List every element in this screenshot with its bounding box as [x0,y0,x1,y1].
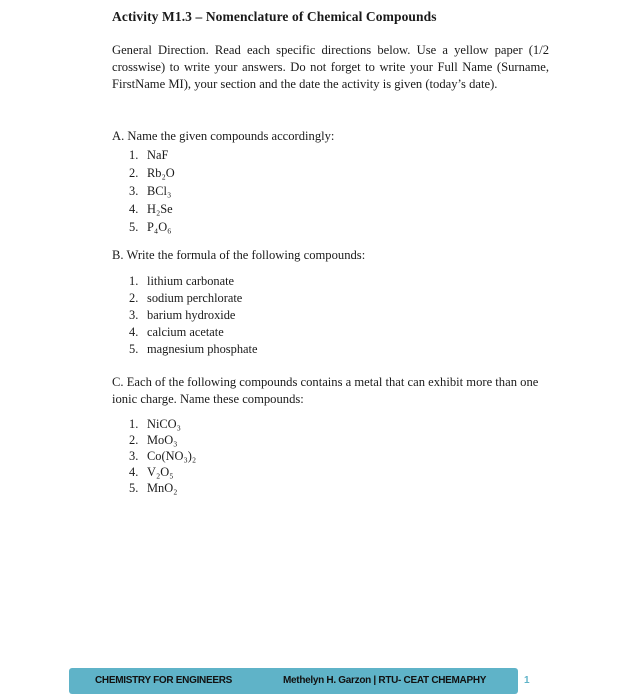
list-item [129,307,257,324]
list-item [129,146,175,164]
compound-name: sodium perchlorate [147,291,243,305]
list-item [129,324,257,341]
item-number: 4. [129,465,139,479]
compound-name: calcium acetate [147,325,224,339]
item-number: 1. [129,274,139,288]
compound-formula: Co(NO₃)₂ [147,449,197,463]
list-item [129,182,175,200]
compound-formula: NaF [147,148,169,162]
section-b-heading: B. Write the formula of the following compounds: [112,248,366,262]
section-b-list [129,273,257,358]
list-item [129,273,257,290]
item-number: 1. [129,148,139,162]
general-direction: General Direction. Read each specific directions below. Use a yellow paper (1/2 crosswise) to write your answers. Do not forget to write your Full Name (Surname, FirstName MI), your section and the date the activity is given (today’s date). [112,43,549,92]
item-number: 4. [129,202,139,216]
list-item [129,480,196,496]
compound-formula: H₂Se [147,202,173,216]
item-number: 5. [129,481,139,495]
compound-formula: BCl₃ [147,184,172,198]
compound-name: lithium carbonate [147,274,235,288]
compound-formula: MoO₃ [147,433,178,447]
list-item [129,218,175,236]
list-item [129,200,175,218]
section-c-heading: C. Each of the following compounds contains a metal that can exhibit more than one ionic charge. Name these compounds: [112,375,539,406]
item-number: 2. [129,166,139,180]
compound-formula: MnO₂ [147,481,178,495]
item-number: 3. [129,184,139,198]
footer-author: Methelyn H. Garzon | RTU- CEAT CHEMAPHY [283,675,487,686]
section-a-list [129,146,175,236]
list-item [129,464,196,480]
section-a-heading: A. Name the given compounds accordingly: [112,129,335,143]
page-number: 1 [524,675,530,686]
compound-formula: V₂O₅ [147,465,174,479]
list-item [129,432,196,448]
item-number: 2. [129,291,139,305]
item-number: 2. [129,433,139,447]
footer-bar [69,668,518,694]
item-number: 1. [129,417,139,431]
item-number: 5. [129,220,139,234]
list-item [129,290,257,307]
item-number: 5. [129,342,139,356]
compound-name: barium hydroxide [147,308,236,322]
item-number: 3. [129,449,139,463]
list-item [129,448,196,464]
footer-course-title: CHEMISTRY FOR ENGINEERS [95,675,233,686]
compound-formula: NiCO₃ [147,417,181,431]
item-number: 4. [129,325,139,339]
list-item [129,341,257,358]
compound-name: magnesium phosphate [147,342,258,356]
activity-title: Activity M1.3 – Nomenclature of Chemical Compounds [112,9,437,24]
list-item [129,164,175,182]
compound-formula: P₄O₆ [147,220,172,234]
compound-formula: Rb₂O [147,166,175,180]
item-number: 3. [129,308,139,322]
list-item [129,416,196,432]
section-c-list [129,416,196,496]
